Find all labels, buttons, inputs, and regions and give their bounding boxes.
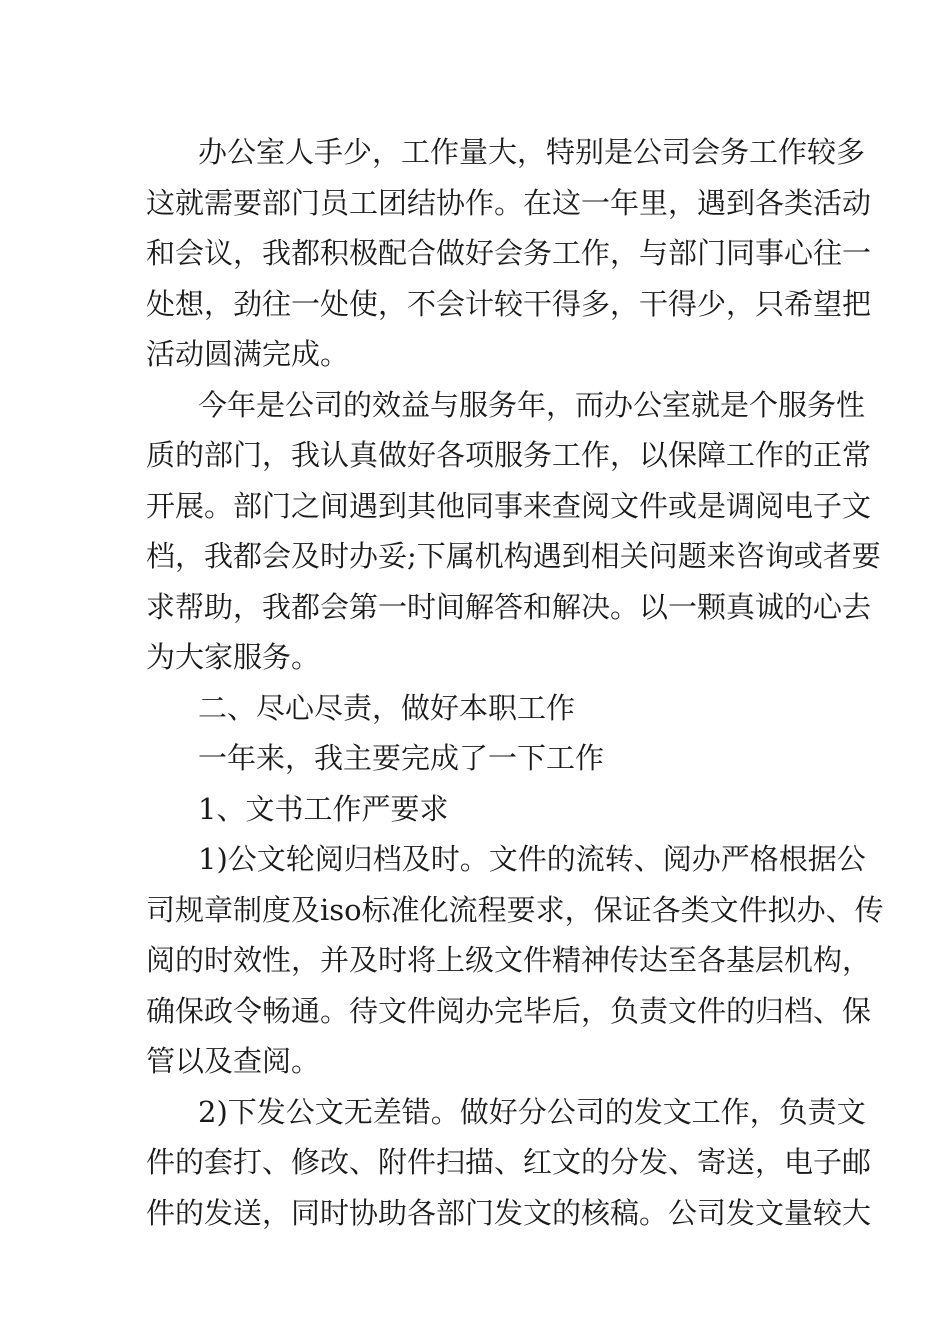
text-line: 档，我都会及时办妥;下属机构遇到相关问题来咨询或者要: [146, 539, 881, 573]
text-line: 求帮助，我都会第一时间解答和解决。以一颗真诚的心去: [146, 589, 872, 624]
paragraph-meeting-work: [146, 127, 872, 380]
paragraph-service-year: [146, 380, 881, 683]
text-line: 司规章制度及iso标准化流程要求，保证各类文件拟办、传: [146, 892, 884, 927]
text-line: 阅的时效性，并及时将上级文件精神传达至各基层机构，: [146, 943, 872, 977]
text-line: 件的发送，同时协助各部门发文的核稿。公司发文量较大: [146, 1195, 872, 1230]
document-page: [146, 127, 884, 1238]
text-line: 为大家服务。: [146, 640, 321, 674]
paragraph-item-1: [146, 834, 884, 1087]
text-line: 今年是公司的效益与服务年，而办公室就是个服务性: [198, 387, 866, 422]
paragraph-item-2: [146, 1087, 872, 1239]
text-line: 和会议，我都积极配合做好会务工作，与部门同事心往一: [146, 236, 872, 270]
text-line: 办公室人手少，工作量大，特别是公司会务工作较多: [198, 135, 866, 169]
subsection-heading: [146, 784, 806, 835]
text-line: 1、文书工作严要求: [198, 791, 449, 826]
text-line: 开展。部门之间遇到其他同事来查阅文件或是调阅电子文: [146, 488, 872, 523]
paragraph-intro: [146, 733, 806, 784]
text-line: 2)下发公文无差错。做好分公司的发文工作，负责文: [198, 1094, 866, 1129]
text-line: 一年来，我主要完成了一下工作: [198, 741, 605, 775]
text-line: 二、尽心尽责，做好本职工作: [198, 690, 576, 725]
text-line: 确保政令畅通。待文件阅办完毕后，负责文件的归档、保: [146, 993, 872, 1028]
text-line: 这就需要部门员工团结协作。在这一年里，遇到各类活动: [146, 185, 872, 220]
text-line: 活动圆满完成。: [146, 337, 350, 371]
text-line: 件的套打、修改、附件扫描、红文的分发、寄送，电子邮: [146, 1145, 872, 1179]
section-heading: [146, 683, 806, 734]
text-line: 管以及查阅。: [146, 1044, 321, 1078]
text-line: 1)公文轮阅归档及时。文件的流转、阅办严格根据公: [198, 842, 866, 876]
text-line: 质的部门，我认真做好各项服务工作，以保障工作的正常: [146, 438, 872, 472]
text-line: 处想，劲往一处使，不会计较干得多，干得少，只希望把: [146, 286, 872, 321]
